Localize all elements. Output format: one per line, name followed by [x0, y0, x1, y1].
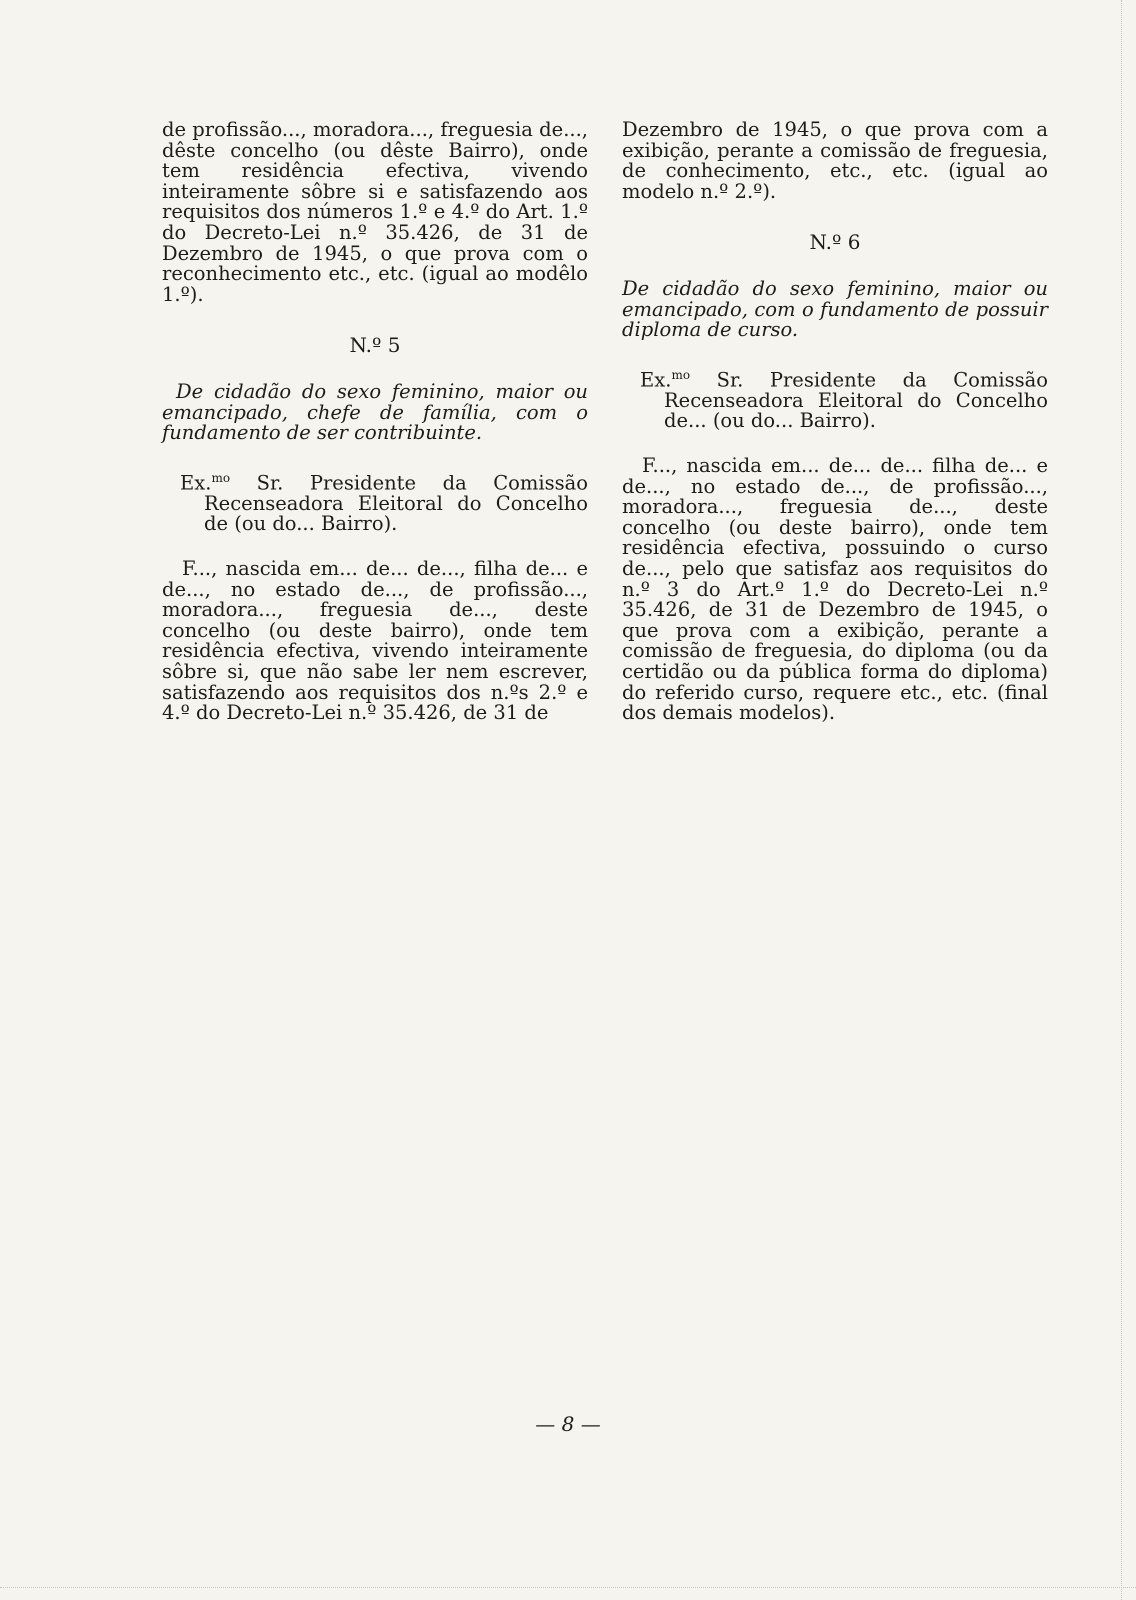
page-edge-right [1121, 0, 1136, 1600]
left-section-heading: N.º 5 [349, 333, 401, 358]
left-section-subtitle: De cidadão do sexo feminino, maior ou emancipado, chefe de família, com o fundamento de ser contribuinte. [162, 379, 588, 445]
right-paragraph-continuation: Dezembro de 1945, o que prova com a exibição, perante a comissão de freguesia, de conhecimento, etc., etc. (igual ao modelo n.º 2.º). [622, 118, 1048, 203]
left-address-sup: mo [211, 470, 231, 485]
right-section-heading: N.º 6 [809, 230, 861, 255]
left-paragraph-continuation: de profissão..., moradora..., freguesia de..., dêste concelho (ou dêste Bairro), onde tem residência efectiva, vivendo inteiramente sôbre si e satisfazendo aos requisitos dos números 1.º e 4.º do Art. 1.º do Decreto-Lei n.º 35.426, de 31 de Dezembro de 1945, o que prova com o reconhecimento etc., etc. (igual ao modêlo 1.º). [162, 118, 588, 306]
right-address-line [622, 365, 1048, 432]
right-form-paragraph: F..., nascida em... de... de... filha de... e de..., no estado de..., de profissão..., moradora..., freguesia de..., deste concelho (ou deste bairro), onde tem residência efectiva, possuindo o curso de..., pelo que satisfaz aos requisitos do n.º 3 do Art.º 1.º do Decreto-Lei n.º 35.426, de 31 de Dezembro de 1945, o que prova com a exibição, perante a comissão de freguesia, do diploma (ou da certidão ou da pública forma do diploma) do referido curso, requere etc., etc. (final dos demais modelos). [622, 454, 1048, 725]
page-number: — 8 — [535, 1412, 601, 1436]
right-column [622, 120, 1048, 724]
right-section-subtitle: De cidadão do sexo feminino, maior ou emancipado, com o fundamento de possuir diploma de curso. [622, 276, 1048, 342]
right-address-sup: mo [671, 367, 691, 382]
left-column [162, 120, 588, 724]
page-edge-bottom [0, 1587, 1136, 1588]
left-address-text: Sr. Presidente da Comissão Recenseadora Eleitoral do Concelho de (ou do... Bairro). [204, 471, 588, 536]
left-address-line [162, 468, 588, 535]
right-address-prefix: Ex. [640, 368, 672, 392]
left-form-paragraph: F..., nascida em... de... de..., filha de... e de..., no estado de..., de profissão..., moradora..., freguesia de..., deste concelho (ou deste bairro), onde tem residência efectiva, vivendo inteiramente sôbre si, que não sabe ler nem escrever, satisfazendo aos requisitos dos n.ºs 2.º e 4.º do Decreto-Lei n.º 35.426, de 31 de [162, 557, 588, 725]
left-address-prefix: Ex. [180, 471, 212, 495]
right-address-text: Sr. Presidente da Comissão Recenseadora Eleitoral do Concelho de... (ou do... Bairro). [664, 368, 1048, 433]
